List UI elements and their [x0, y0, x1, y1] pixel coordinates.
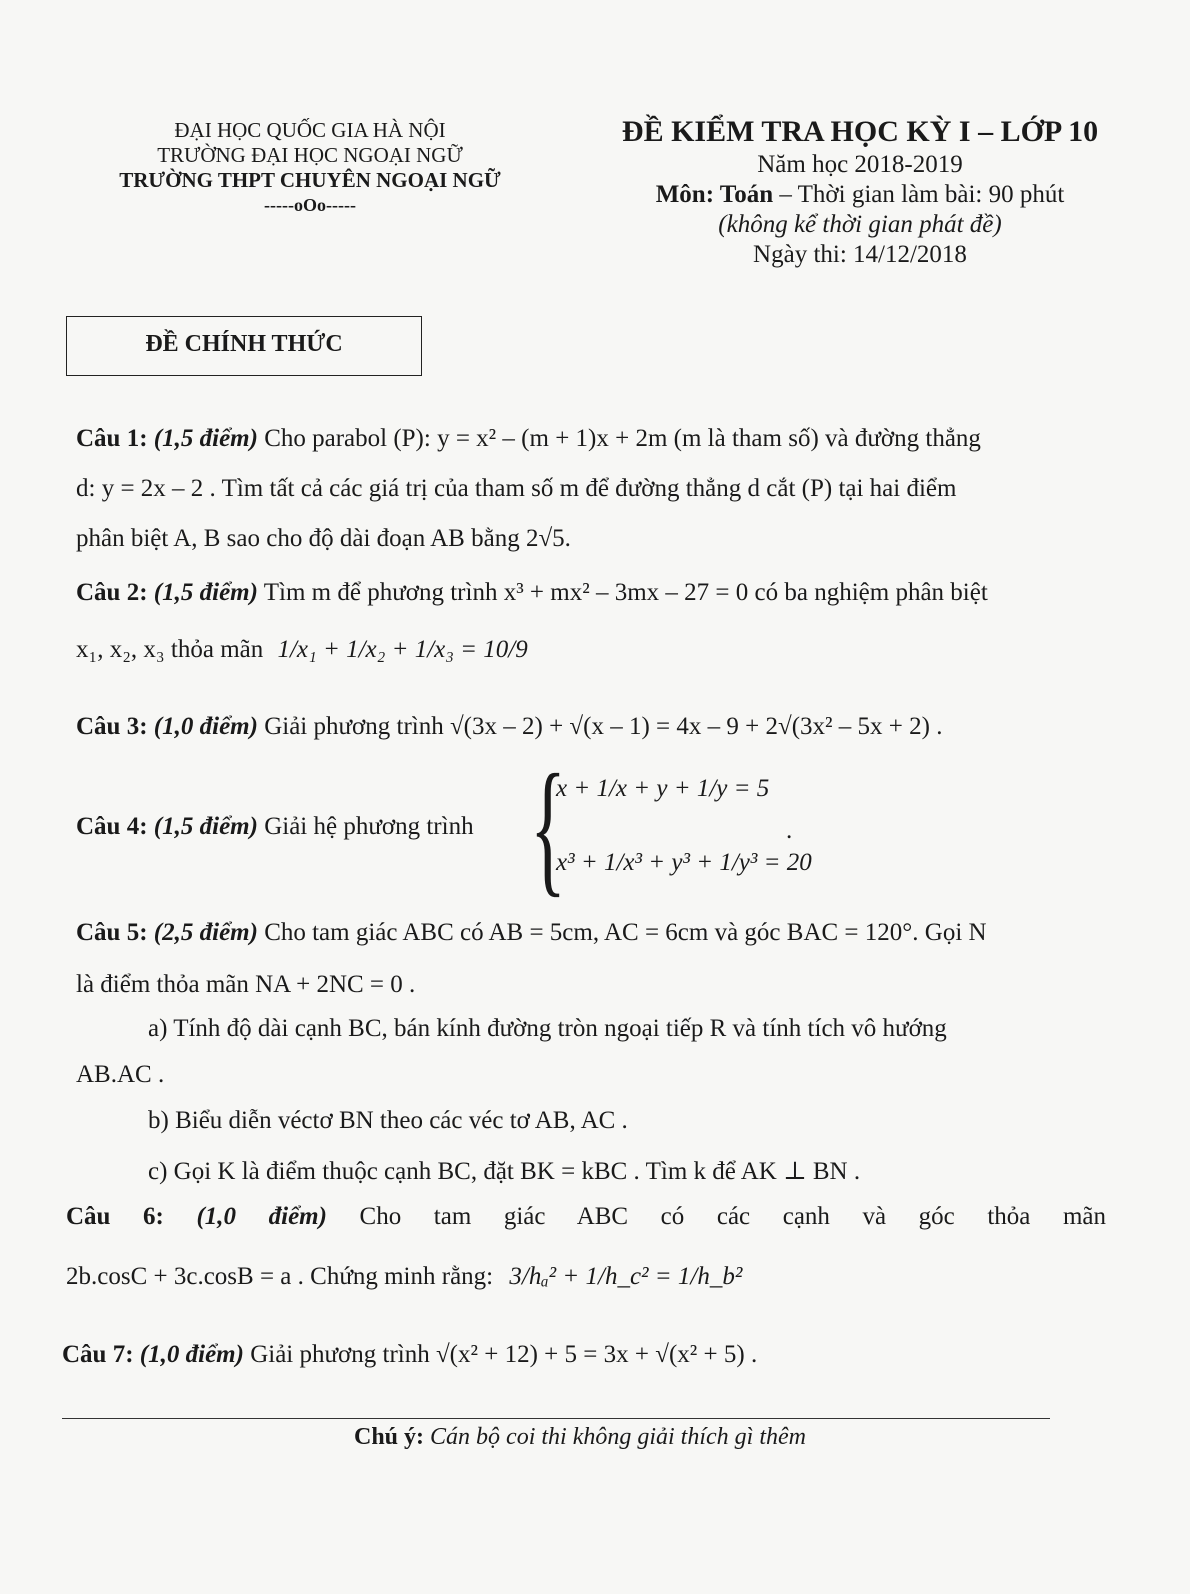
q6-label: Câu 6: — [66, 1203, 164, 1230]
question-2 — [76, 578, 988, 608]
faculty-name: TRƯỜNG ĐẠI HỌC NGOẠI NGỮ — [157, 143, 463, 167]
q2-label: Câu 2: — [76, 579, 148, 606]
q3-text: Giải phương trình √(3x – 2) + √(x – 1) = 4x – 9 + 2√(3x² – 5x + 2) . — [264, 713, 943, 740]
q5-points: (2,5 điểm) — [153, 919, 258, 946]
q6-equation: 3/hₐ² + 1/h_c² = 1/h_b² — [509, 1263, 743, 1290]
q5-part-a-line1: a) Tính độ dài cạnh BC, bán kính đường tròn ngoại tiếp R và tính tích vô hướng — [148, 1015, 947, 1042]
question-3 — [76, 712, 942, 742]
q2-equation: 1/x₁ + 1/x₂ + 1/x₃ = 10/9 — [277, 636, 528, 663]
school-header — [90, 118, 530, 218]
official-badge — [66, 316, 422, 376]
q5-part-a-line2: AB.AC . — [76, 1061, 165, 1088]
footer-rule — [62, 1418, 1050, 1419]
q6-line2-text: 2b.cosC + 3c.cosB = a . Chứng minh rằng: — [66, 1263, 494, 1290]
q5-line2: là điểm thỏa mãn NA + 2NC = 0 . — [76, 971, 416, 998]
q4-label: Câu 4: — [76, 813, 148, 840]
question-6 — [66, 1202, 1106, 1232]
q7-label: Câu 7: — [62, 1341, 134, 1368]
question-1 — [76, 424, 981, 454]
university-name: ĐẠI HỌC QUỐC GIA HÀ NỘI — [174, 118, 446, 142]
q1-points: (1,5 điểm) — [153, 425, 258, 452]
subject-line — [560, 181, 1160, 209]
q6-points: (1,0 điểm) — [196, 1203, 327, 1230]
q2-line2-prefix: x₁, x₂, x₃ thỏa mãn — [76, 636, 264, 663]
q2-points: (1,5 điểm) — [153, 579, 258, 606]
q5-line1: Cho tam giác ABC có AB = 5cm, AC = 6cm và góc BAC = 120°. Gọi N — [264, 919, 987, 946]
q4-text: Giải hệ phương trình — [264, 813, 474, 840]
q1-line1: Cho parabol (P): y = x² – (m + 1)x + 2m (m là tham số) và đường thẳng — [264, 425, 981, 452]
question-4 — [76, 812, 474, 842]
q1-label: Câu 1: — [76, 425, 148, 452]
header-divider: -----oOo----- — [264, 195, 356, 215]
official-badge-text: ĐỀ CHÍNH THỨC — [145, 331, 343, 357]
exam-header — [560, 115, 1160, 269]
q5-part-c: c) Gọi K là điểm thuộc cạnh BC, đặt BK = kBC . Tìm k để AK ⊥ BN . — [148, 1158, 861, 1185]
footer-label: Chú ý: — [354, 1424, 425, 1450]
footer-text: Cán bộ coi thi không giải thích gì thêm — [430, 1424, 806, 1450]
q3-points: (1,0 điểm) — [153, 713, 258, 740]
school-year: Năm học 2018-2019 — [757, 151, 963, 178]
q4-eq1: x + 1/x + y + 1/y = 5 — [556, 775, 770, 802]
q2-line1: Tìm m để phương trình x³ + mx² – 3mx – 27 = 0 có ba nghiệm phân biệt — [263, 579, 988, 606]
q2-line2 — [76, 635, 528, 665]
exam-date: Ngày thi: 14/12/2018 — [753, 241, 967, 268]
q4-eq2: x³ + 1/x³ + y³ + 1/y³ = 20 — [556, 849, 812, 876]
q5-label: Câu 5: — [76, 919, 148, 946]
q6-line2 — [66, 1262, 742, 1292]
q6-line1: Cho tam giác ABC có các cạnh và góc thỏa mãn — [359, 1203, 1107, 1230]
system-brace: { — [530, 744, 566, 910]
q5-part-b: b) Biểu diễn véctơ BN theo các véc tơ AB, AC . — [148, 1107, 628, 1134]
subject-duration: – Thời gian làm bài: 90 phút — [779, 181, 1065, 208]
q7-text: Giải phương trình √(x² + 12) + 5 = 3x + √(x² + 5) . — [250, 1341, 758, 1368]
school-name: TRƯỜNG THPT CHUYÊN NGOẠI NGỮ — [119, 168, 501, 192]
time-note: (không kể thời gian phát đề) — [718, 211, 1002, 238]
q4-points: (1,5 điểm) — [153, 813, 258, 840]
footer-note — [0, 1424, 1160, 1451]
question-5 — [76, 918, 987, 948]
q1-line2: d: y = 2x – 2 . Tìm tất cả các giá trị của tham số m để đường thẳng d cắt (P) tại hai điểm — [76, 475, 957, 502]
q3-label: Câu 3: — [76, 713, 148, 740]
subject-label: Môn: Toán — [655, 181, 774, 208]
q4-period: . — [786, 817, 793, 844]
exam-title: ĐỀ KIỂM TRA HỌC KỲ I – LỚP 10 — [621, 115, 1099, 148]
q7-points: (1,0 điểm) — [139, 1341, 244, 1368]
question-7 — [62, 1340, 757, 1370]
q1-line3: phân biệt A, B sao cho độ dài đoạn AB bằng 2√5. — [76, 525, 571, 552]
